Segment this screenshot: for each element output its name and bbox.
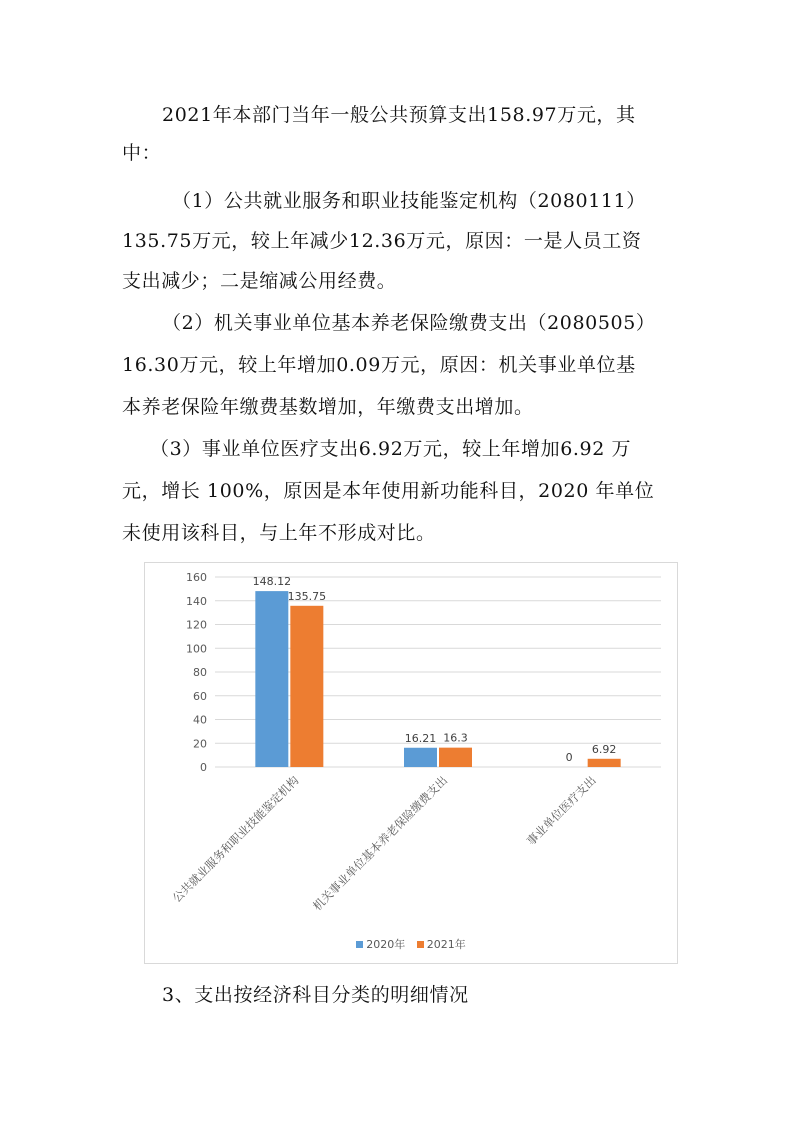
y-tick-label: 20 <box>193 737 207 751</box>
legend-item-2020 <box>356 936 405 952</box>
legend-swatch-2021 <box>417 941 424 948</box>
section-heading: 3、支出按经济科目分类的明细情况 <box>162 984 469 1006</box>
paragraph-3-line-2: 16.30万元，较上年增加0.09万元，原因：机关事业单位基 <box>122 354 636 376</box>
paragraph-1-line-2: 中： <box>122 142 162 164</box>
bar-2020年 <box>404 748 437 767</box>
paragraph-4-line-2: 元，增长 100%，原因是本年使用新功能科目，2020 年单位 <box>122 480 655 502</box>
bar-2020年 <box>255 591 288 767</box>
y-tick-label: 60 <box>193 689 207 703</box>
legend-swatch-2020 <box>356 941 363 948</box>
data-label: 16.3 <box>443 731 468 745</box>
data-label: 16.21 <box>404 731 437 745</box>
paragraph-4-line-1: （3）事业单位医疗支出6.92万元，较上年增加6.92 万 <box>150 438 632 460</box>
bar-2021年 <box>588 759 621 767</box>
chart-canvas <box>145 563 677 963</box>
category-label: 机关事业单位基本养老保险缴费支出 <box>310 773 451 914</box>
paragraph-1-line-1: 2021年本部门当年一般公共预算支出158.97万元，其 <box>162 104 636 126</box>
y-tick-label: 160 <box>186 571 207 584</box>
y-tick-label: 100 <box>186 642 207 656</box>
category-label: 事业单位医疗支出 <box>523 773 599 849</box>
paragraph-2-line-3: 支出减少；二是缩减公用经费。 <box>122 270 397 292</box>
legend-label-2020: 2020年 <box>366 938 406 951</box>
y-tick-label: 0 <box>200 761 207 774</box>
data-label: 135.75 <box>287 589 327 603</box>
paragraph-4-line-3: 未使用该科目，与上年不形成对比。 <box>122 522 436 544</box>
y-tick-label: 80 <box>193 666 207 679</box>
legend-label-2021: 2021年 <box>426 938 466 951</box>
data-label: 0 <box>565 751 573 764</box>
data-label: 148.12 <box>252 575 292 589</box>
y-tick-label: 140 <box>186 594 207 608</box>
paragraph-3-line-1: （2）机关事业单位基本养老保险缴费支出（2080505） <box>162 312 656 334</box>
y-tick-label: 40 <box>193 713 207 727</box>
paragraph-3-line-3: 本养老保险年缴费基数增加，年缴费支出增加。 <box>122 396 534 418</box>
category-label: 公共就业服务和职业技能鉴定机构 <box>169 773 302 906</box>
legend-item-2021 <box>417 936 466 952</box>
chart-legend <box>145 936 677 952</box>
paragraph-2-line-2: 135.75万元，较上年减少12.36万元，原因：一是人员工资 <box>122 230 642 252</box>
paragraph-2-line-1: （1）公共就业服务和职业技能鉴定机构（2080111） <box>172 190 646 212</box>
expenditure-bar-chart <box>144 562 678 964</box>
bar-2021年 <box>439 748 472 767</box>
bar-2021年 <box>290 606 323 767</box>
data-label: 6.92 <box>591 742 617 756</box>
y-tick-label: 120 <box>186 618 207 632</box>
